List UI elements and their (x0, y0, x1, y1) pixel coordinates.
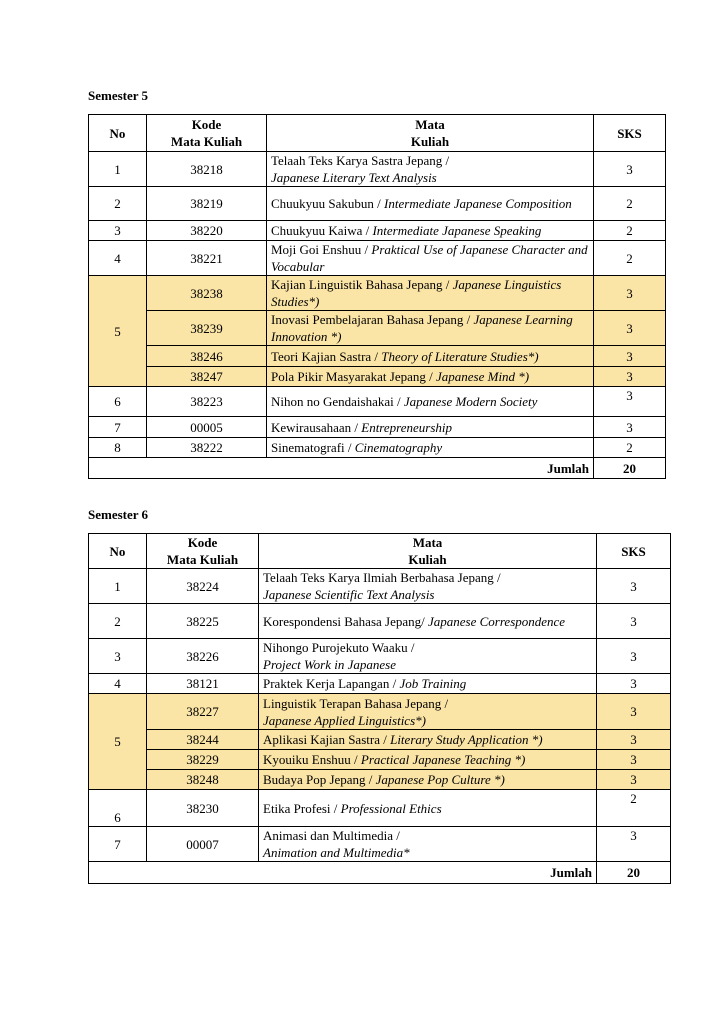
semester-5-table (88, 114, 666, 479)
row-no: 2 (89, 187, 147, 221)
row-mata-kuliah: Etika Profesi / Professional Ethics (259, 790, 597, 827)
row-kode: 38227 (147, 694, 259, 730)
semester-6-title: Semester 6 (88, 507, 149, 522)
row-mata-kuliah: Nihongo Purojekuto Waaku / Project Work in Japanese (259, 639, 597, 674)
row-mata-kuliah: Telaah Teks Karya Sastra Jepang / Japanese Literary Text Analysis (267, 152, 594, 187)
row-kode: 38244 (147, 730, 259, 750)
header-kode: Kode Mata Kuliah (147, 534, 259, 569)
row-sks: 3 (594, 276, 666, 311)
row-no: 4 (89, 241, 147, 276)
table-row (89, 790, 671, 827)
table-row (89, 827, 671, 862)
row-mata-kuliah: Moji Goi Enshuu / Praktical Use of Japanese Character and Vocabular (267, 241, 594, 276)
row-kode: 38219 (147, 187, 267, 221)
jumlah-label: Jumlah (89, 458, 594, 479)
row-kode: 00005 (147, 417, 267, 438)
row-sks: 3 (597, 674, 671, 694)
row-kode: 38238 (147, 276, 267, 311)
row-sks: 3 (597, 639, 671, 674)
table-row-elective (89, 770, 671, 790)
table-row (89, 438, 666, 458)
row-kode: 00007 (147, 827, 259, 862)
row-no: 7 (89, 417, 147, 438)
table-row (89, 152, 666, 187)
row-mata-kuliah: Telaah Teks Karya Ilmiah Berbahasa Jepang / Japanese Scientific Text Analysis (259, 569, 597, 604)
row-kode: 38224 (147, 569, 259, 604)
row-sks: 3 (597, 730, 671, 750)
row-kode: 38230 (147, 790, 259, 827)
row-mata-kuliah: Aplikasi Kajian Sastra / Literary Study Application *) (259, 730, 597, 750)
header-mata-kuliah: Mata Kuliah (267, 115, 594, 152)
row-mata-kuliah: Animasi dan Multimedia / Animation and Multimedia* (259, 827, 597, 862)
header-mata-kuliah: Mata Kuliah (259, 534, 597, 569)
row-no: 5 (89, 694, 147, 790)
table-row-elective (89, 694, 671, 730)
row-sks: 2 (594, 187, 666, 221)
row-mata-kuliah: Linguistik Terapan Bahasa Jepang / Japanese Applied Linguistics*) (259, 694, 597, 730)
row-sks: 3 (594, 311, 666, 346)
row-mata-kuliah: Sinematografi / Cinematography (267, 438, 594, 458)
row-no: 6 (89, 387, 147, 417)
row-mata-kuliah: Chuukyuu Kaiwa / Intermediate Japanese Speaking (267, 221, 594, 241)
row-kode: 38247 (147, 367, 267, 387)
table-row-elective (89, 346, 666, 367)
row-sks: 3 (597, 827, 671, 862)
table-header-row (89, 115, 666, 152)
row-no: 1 (89, 569, 147, 604)
row-kode: 38225 (147, 604, 259, 639)
jumlah-value: 20 (594, 458, 666, 479)
row-no: 4 (89, 674, 147, 694)
row-mata-kuliah: Kewirausahaan / Entrepreneurship (267, 417, 594, 438)
row-mata-kuliah: Pola Pikir Masyarakat Jepang / Japanese Mind *) (267, 367, 594, 387)
header-kode: Kode Mata Kuliah (147, 115, 267, 152)
row-mata-kuliah: Kajian Linguistik Bahasa Jepang / Japanese Linguistics Studies*) (267, 276, 594, 311)
table-row-elective (89, 750, 671, 770)
row-mata-kuliah: Teori Kajian Sastra / Theory of Literature Studies*) (267, 346, 594, 367)
row-sks: 3 (594, 367, 666, 387)
row-sks: 3 (594, 346, 666, 367)
row-kode: 38222 (147, 438, 267, 458)
semester-6-table (88, 533, 671, 884)
table-row (89, 674, 671, 694)
row-mata-kuliah: Chuukyuu Sakubun / Intermediate Japanese Composition (267, 187, 594, 221)
row-sks: 3 (597, 770, 671, 790)
row-no: 2 (89, 604, 147, 639)
row-mata-kuliah: Budaya Pop Jepang / Japanese Pop Culture *) (259, 770, 597, 790)
row-mata-kuliah: Kyouiku Enshuu / Practical Japanese Teaching *) (259, 750, 597, 770)
table-total-row (89, 862, 671, 884)
row-sks: 2 (594, 241, 666, 276)
row-sks: 3 (597, 604, 671, 639)
row-no: 8 (89, 438, 147, 458)
table-row (89, 639, 671, 674)
table-row-elective (89, 276, 666, 311)
table-row (89, 221, 666, 241)
jumlah-label: Jumlah (89, 862, 597, 884)
row-sks: 3 (597, 750, 671, 770)
row-no: 3 (89, 639, 147, 674)
table-header-row (89, 534, 671, 569)
table-row-elective (89, 730, 671, 750)
row-kode: 38239 (147, 311, 267, 346)
table-row (89, 417, 666, 438)
row-kode: 38246 (147, 346, 267, 367)
table-row (89, 387, 666, 417)
row-kode: 38218 (147, 152, 267, 187)
table-row (89, 569, 671, 604)
row-mata-kuliah: Nihon no Gendaishakai / Japanese Modern Society (267, 387, 594, 417)
table-row-elective (89, 311, 666, 346)
row-kode: 38229 (147, 750, 259, 770)
table-row (89, 604, 671, 639)
row-kode: 38121 (147, 674, 259, 694)
row-mata-kuliah: Korespondensi Bahasa Jepang/ Japanese Correspondence (259, 604, 597, 639)
row-sks: 3 (594, 152, 666, 187)
row-no: 3 (89, 221, 147, 241)
row-mata-kuliah: Inovasi Pembelajaran Bahasa Jepang / Japanese Learning Innovation *) (267, 311, 594, 346)
row-no: 1 (89, 152, 147, 187)
table-row (89, 241, 666, 276)
row-sks: 3 (594, 387, 666, 417)
row-kode: 38220 (147, 221, 267, 241)
header-sks: SKS (594, 115, 666, 152)
table-total-row (89, 458, 666, 479)
row-kode: 38248 (147, 770, 259, 790)
semester-5-title: Semester 5 (88, 88, 149, 103)
row-sks: 3 (597, 694, 671, 730)
row-no: 7 (89, 827, 147, 862)
row-kode: 38223 (147, 387, 267, 417)
header-sks: SKS (597, 534, 671, 569)
row-no: 5 (89, 276, 147, 387)
row-sks: 2 (594, 221, 666, 241)
row-sks: 3 (594, 417, 666, 438)
table-row-elective (89, 367, 666, 387)
row-no: 6 (89, 790, 147, 827)
row-sks: 2 (594, 438, 666, 458)
header-no: No (89, 534, 147, 569)
row-sks: 2 (597, 790, 671, 827)
row-kode: 38221 (147, 241, 267, 276)
row-mata-kuliah: Praktek Kerja Lapangan / Job Training (259, 674, 597, 694)
row-kode: 38226 (147, 639, 259, 674)
header-no: No (89, 115, 147, 152)
jumlah-value: 20 (597, 862, 671, 884)
table-row (89, 187, 666, 221)
row-sks: 3 (597, 569, 671, 604)
